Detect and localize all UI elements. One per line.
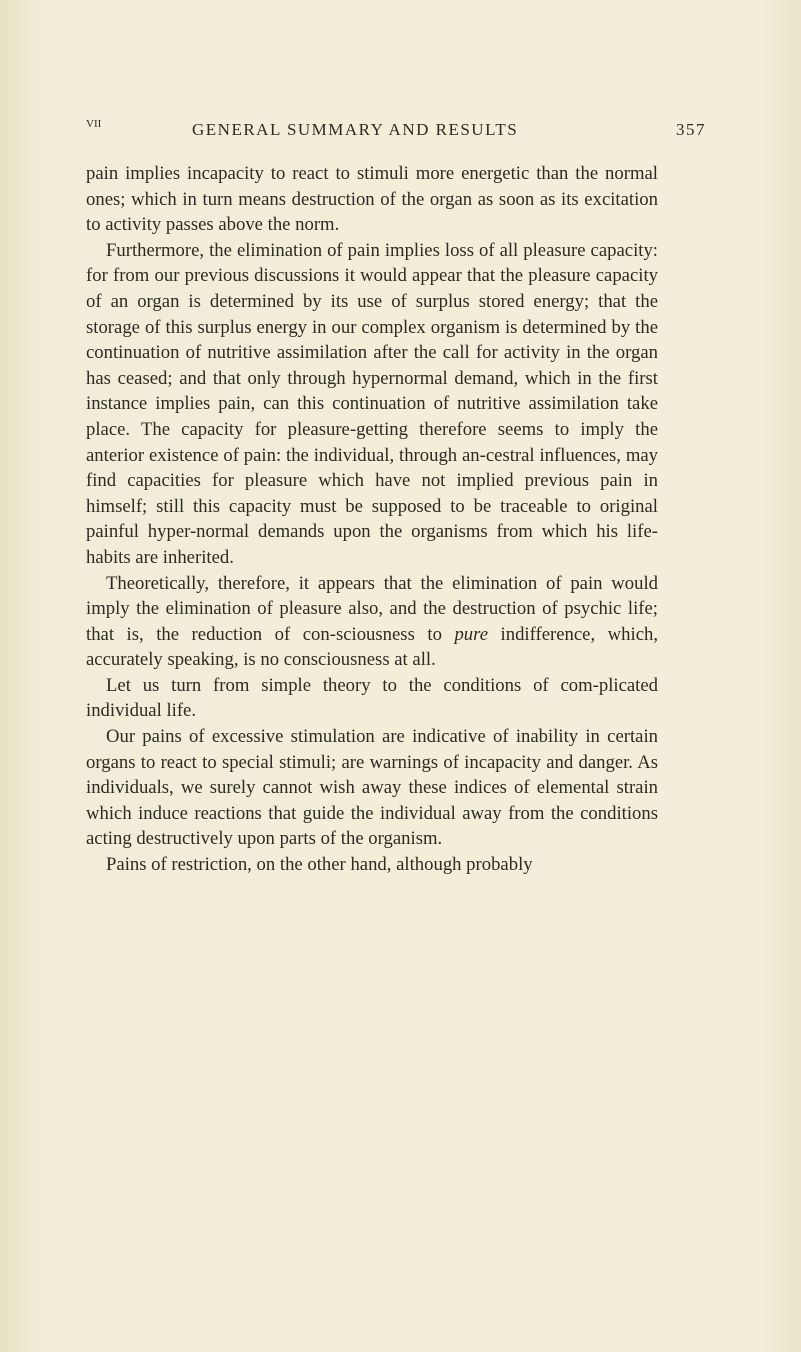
paragraph-4: Let us turn from simple theory to the conditions of com-plicated individual life. bbox=[86, 674, 658, 722]
paragraph-2: Furthermore, the elimination of pain implies loss of all pleasure capacity: for from our previous discussions it would appear that the pleasure capacity of an organ is determined by its use of surplus stored energy; that the storage of this surplus energy in our complex organism is determined by the continuation of nutritive assimilation after the call for activity in the organ has ceased; and that only through hypernormal demand, which in the first instance implies pain, can this continuation of nutritive assimilation take place. The capacity for pleasure-getting therefore seems to imply the anterior existence of pain: the individual, through an-cestral influences, may find capacities for pleasure which have not implied previous pain in himself; still this capacity must be supposed to be traceable to original painful hyper-normal demands upon the organisms from which his life-habits are inherited. bbox=[86, 239, 658, 568]
page-number: 357 bbox=[676, 120, 706, 139]
paragraph-6: Pains of restriction, on the other hand, although probably bbox=[106, 854, 533, 876]
paragraph-3 bbox=[86, 571, 658, 673]
running-header bbox=[86, 118, 706, 148]
paragraph-1: pain implies incapacity to react to stimuli more energetic than the normal ones; which in turn means destruction of the organ as soon as its excitation to activity passes above the norm. bbox=[86, 163, 658, 236]
paragraph-3-before: Theoretically, therefore, it appears that the elimination of pain would imply the elimination of pleasure also, and the destruction of psychic life; that is, the reduction of con-sciousness to bbox=[86, 572, 658, 645]
body-text bbox=[86, 161, 658, 878]
paragraph-3-after: indifference, which, accurately speaking, is no consciousness at all. bbox=[86, 623, 659, 671]
running-title: GENERAL SUMMARY AND RESULTS bbox=[192, 120, 519, 139]
chapter-number: VII bbox=[86, 118, 102, 130]
paragraph-5: Our pains of excessive stimulation are indicative of inability in certain organs to react to special stimuli; are warnings of incapacity and danger. As individuals, we surely cannot wish away these indices of elemental strain which induce reactions that guide the individual away from the conditions acting destructively upon parts of the organism. bbox=[86, 726, 658, 850]
emphasis-pure: pure bbox=[454, 623, 489, 645]
